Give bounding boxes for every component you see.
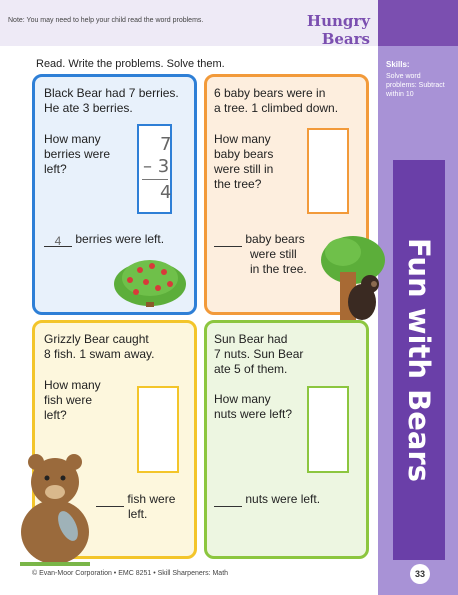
answer-box-4[interactable] — [307, 386, 349, 473]
problem-1-answer — [44, 232, 164, 247]
question-line: fish were — [44, 393, 93, 407]
page-title: Hungry Bears — [306, 12, 370, 48]
story-line: He ate 3 berries. — [44, 101, 133, 115]
problem-3-question — [44, 378, 101, 423]
question-line: How many — [214, 132, 271, 146]
question-line: left? — [44, 408, 67, 422]
answer-text: fish were — [127, 492, 176, 506]
skills-text: Solve word problems: Subtract within 10 — [386, 73, 445, 98]
question-line: the tree? — [214, 177, 262, 191]
question-line: How many — [44, 378, 101, 392]
handwritten-minus: – 3 — [143, 156, 170, 177]
problem-4-story — [214, 332, 303, 377]
question-line: berries were — [44, 147, 111, 161]
question-line: How many — [44, 132, 101, 146]
answer-blank-2[interactable] — [214, 234, 242, 247]
problem-2-question — [214, 132, 273, 192]
grizzly-bear-icon — [10, 440, 100, 570]
sum-line — [142, 179, 168, 180]
page-number: 33 — [410, 564, 430, 584]
parent-note: Note: You may need to help your child read the word problems. — [8, 17, 204, 24]
answer-text: in the tree. — [250, 262, 307, 276]
problem-3-answer — [96, 492, 175, 522]
answer-text: left. — [128, 507, 148, 521]
story-line: Grizzly Bear caught — [44, 332, 149, 346]
skills-heading: Skills: — [386, 60, 410, 69]
handwritten-result: 4 — [160, 182, 172, 203]
answer-text: were still — [250, 247, 297, 261]
answer-text: baby bears — [245, 232, 305, 246]
question-line: were still in — [214, 162, 274, 176]
story-line: 8 fish. 1 swam away. — [44, 347, 155, 361]
story-line: Black Bear had 7 berries. — [44, 86, 179, 100]
answer-text: berries were left. — [75, 232, 165, 246]
story-line: a tree. 1 climbed down. — [214, 101, 339, 115]
sidebar-header — [378, 0, 458, 46]
instructions: Read. Write the problems. Solve them. — [36, 58, 225, 70]
vertical-title: Fun with Bears — [402, 238, 436, 482]
answer-text: nuts were left. — [245, 492, 321, 506]
question-line: How many — [214, 392, 271, 406]
handwritten-top-number: 7 — [160, 134, 172, 155]
problem-2-answer — [214, 232, 307, 277]
copyright-footer: © Evan-Moor Corporation • EMC 8251 • Skill Sharpeners: Math — [32, 570, 229, 577]
answer-box-3[interactable] — [137, 386, 179, 473]
story-line: ate 5 of them. — [214, 362, 288, 376]
problem-4-answer — [214, 492, 320, 507]
story-line: 6 baby bears were in — [214, 86, 326, 100]
problem-2-story — [214, 86, 338, 116]
answer-blank-1[interactable]: 4 — [44, 234, 72, 247]
question-line: left? — [44, 162, 67, 176]
answer-blank-3[interactable] — [96, 494, 124, 507]
story-line: 7 nuts. Sun Bear — [214, 347, 304, 361]
answer-blank-4[interactable] — [214, 494, 242, 507]
berry-bush-icon — [110, 250, 190, 308]
question-line: baby bears — [214, 147, 274, 161]
problem-1-question — [44, 132, 110, 177]
problem-4-question — [214, 392, 292, 422]
problem-1-story — [44, 86, 179, 116]
problem-3-story — [44, 332, 154, 362]
question-line: nuts were left? — [214, 407, 293, 421]
answer-box-2[interactable] — [307, 128, 349, 214]
story-line: Sun Bear had — [214, 332, 288, 346]
